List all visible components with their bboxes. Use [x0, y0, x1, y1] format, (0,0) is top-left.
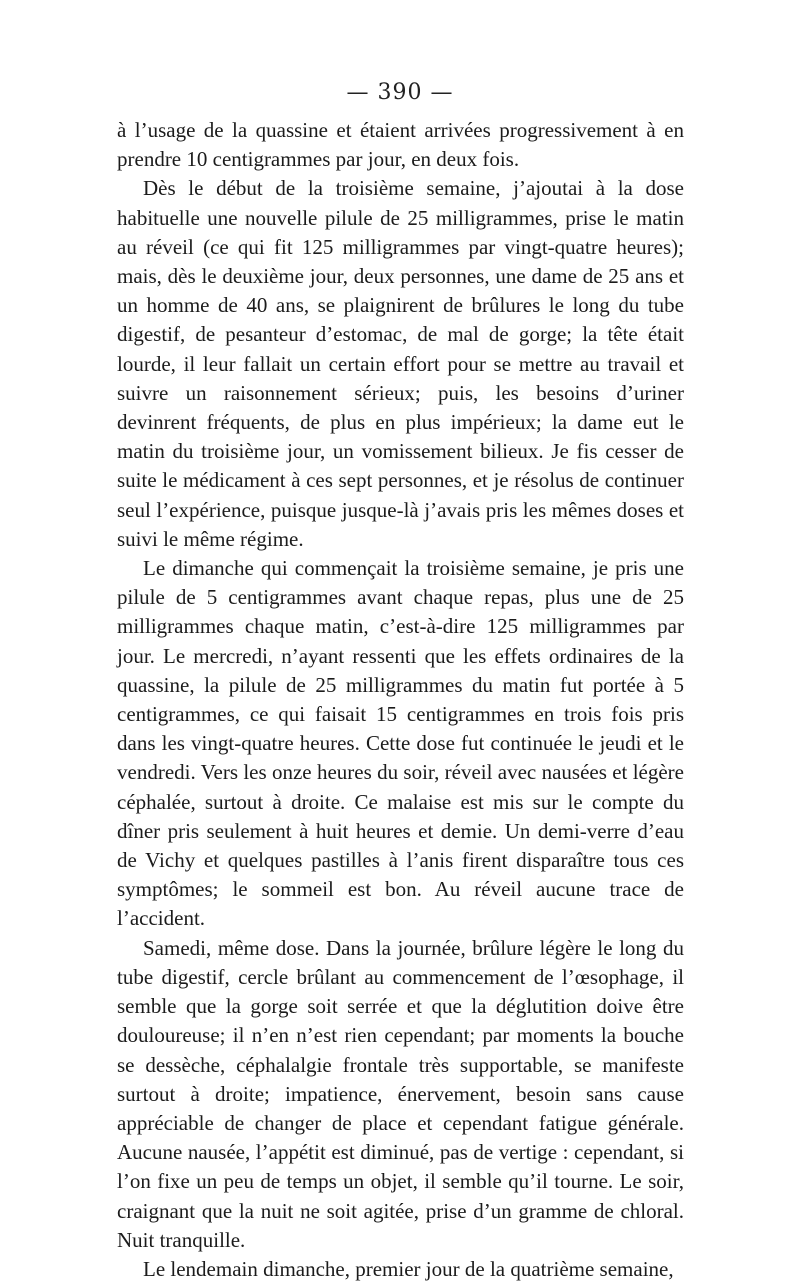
paragraph-third-week-dose: Dès le début de la troisième semaine, j’ajoutai à la dose habituelle une nouvelle pilule de 25 milligrammes, prise le matin au réveil (ce qui fit 125 milligrammes par vingt-quatre heures); mais, dès le deuxième jour, deux personnes, une dame de 25 ans et un homme de 40 ans, se plaignirent de brûlures le long du tube digestif, de pesanteur d’estomac, de mal de gorge; la tête était lourde, il leur fallait un certain effort pour se mettre au travail et suivre un raisonnement sérieux; puis, les besoins d’uriner devinrent fréquents, de plus en plus impérieux; la dame eut le matin du troisième jour, un vomissement bilieux. Je fis cesser de suite le médicament à ces sept personnes, et je résolus de continuer seul l’expérience, puisque jusque-là j’avais pris les mêmes doses et suivi le même régime. — [117, 176, 684, 551]
paragraph-next-sunday: Le lendemain dimanche, premier jour de la quatrième semaine, — [143, 1256, 674, 1281]
paragraph-saturday-symptoms: Samedi, même dose. Dans la journée, brûlure légère le long du tube digestif, cercle brûlant au commencement de l’œsophage, il semble que la gorge soit serrée et que la déglutition doive être douloureuse; il n’en n’est rien cependant; par moments la bouche se dessèche, céphalalgie frontale très supportable, se manifeste surtout à droite; impatience, énervement, besoin sans cause appréciable de changer de place et cependant fatigue générale. Aucune nausée, l’appétit est diminué, pas de vertige : cependant, si l’on fixe un peu de temps un objet, il semble qu’il tourne. Le soir, craignant que la nuit ne soit agitée, prise d’un gramme de chloral. Nuit tranquille. — [117, 935, 684, 1252]
paragraph-sunday-pills: Le dimanche qui commençait la troisième semaine, je pris une pilule de 5 centigrammes avant chaque repas, plus une de 25 milligrammes chaque matin, c’est-à-dire 125 milligrammes par jour. Le mercredi, n’ayant ressenti que les effets ordinaires de la quassine, la pilule de 25 milligrammes du matin fut portée à 5 centigrammes, ce qui faisait 15 centigrammes en trois fois pris dans les vingt-quatre heures. Cette dose fut continuée le jeudi et le vendredi. Vers les onze heures du soir, réveil avec nausées et légère céphalée, surtout à droite. Ce malaise est mis sur le compte du dîner pris seulement à huit heures et demie. Un demi-verre d’eau de Vichy et quelques pastilles à l’anis firent disparaître tous ces symptômes; le sommeil est bon. Au réveil aucune trace de l’accident. — [117, 556, 684, 931]
body-text — [117, 116, 684, 1284]
paragraph-continuation: à l’usage de la quassine et étaient arrivées progressivement à en prendre 10 centigrammes par jour, en deux fois. — [117, 118, 684, 172]
page-number: — 390 — — [346, 80, 454, 105]
